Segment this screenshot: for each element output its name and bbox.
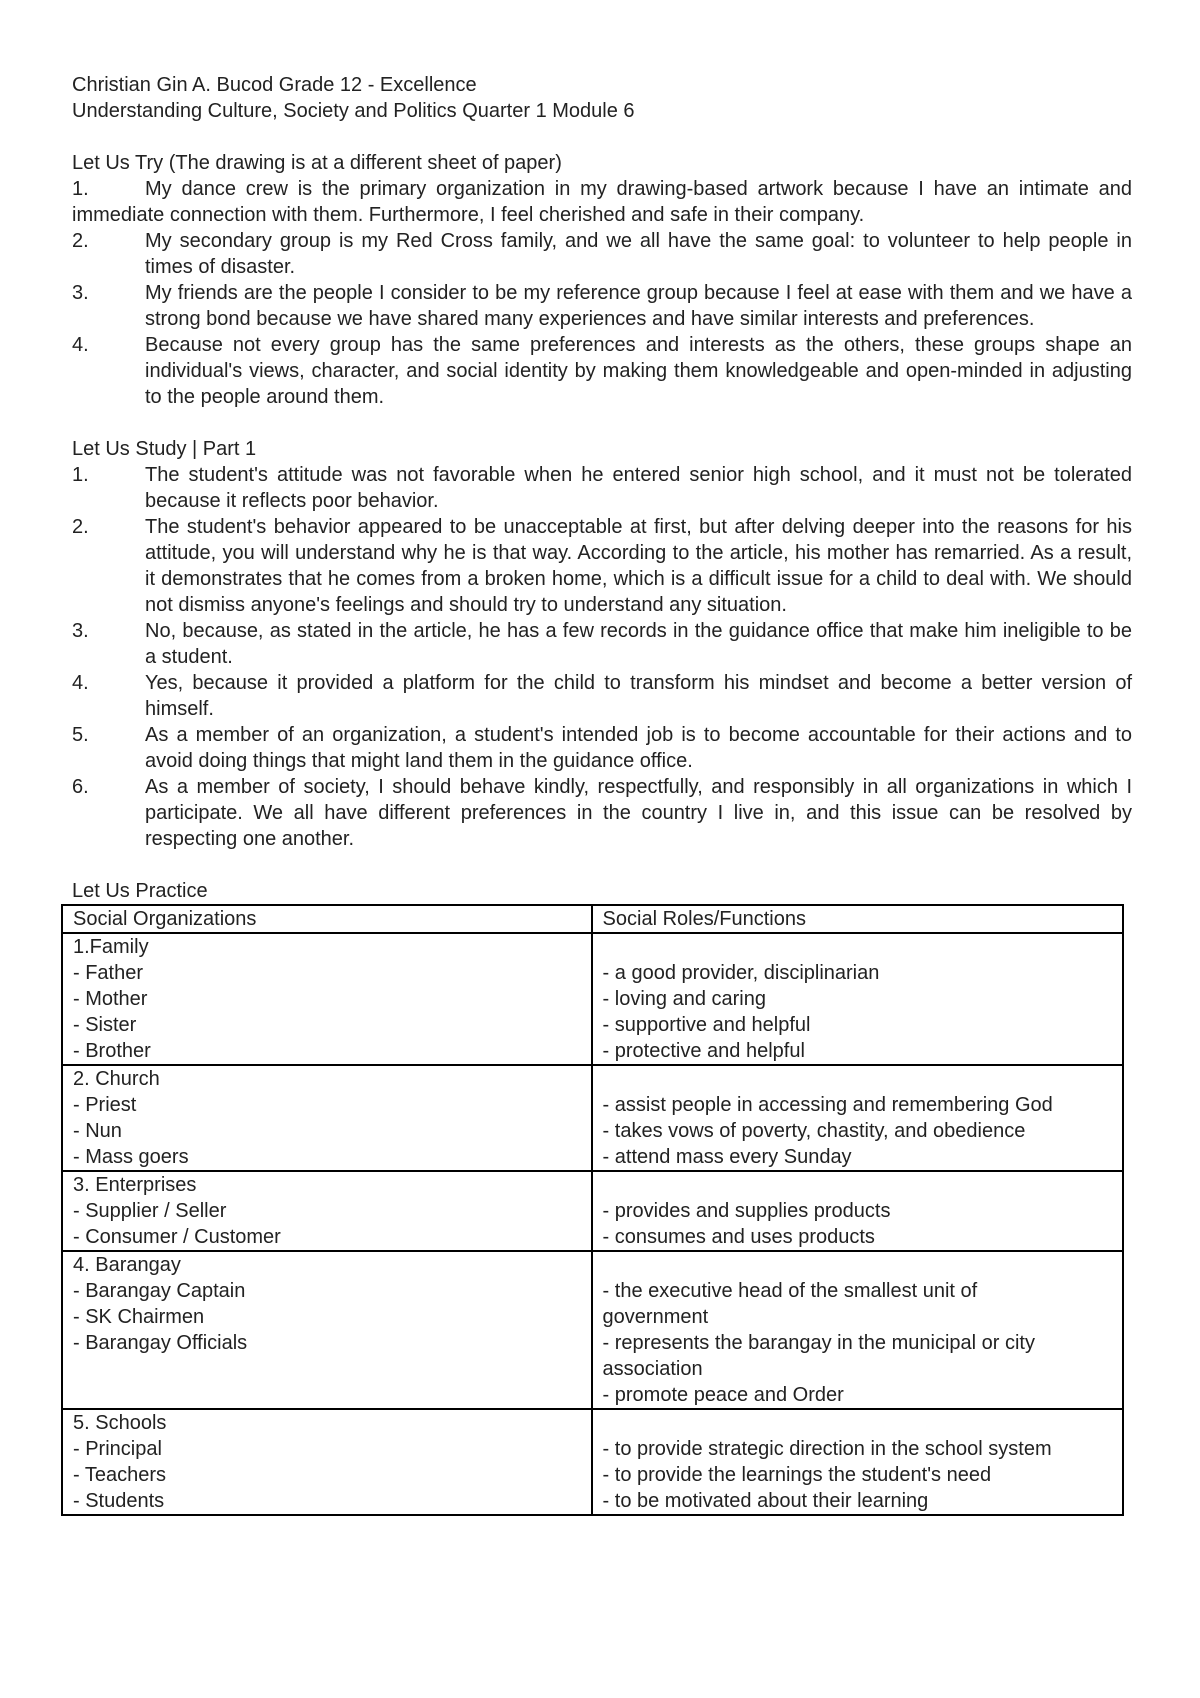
cell-line: - Nun [73, 1120, 122, 1142]
table-row [62, 1065, 1123, 1171]
org-cell [62, 1065, 592, 1171]
item-text: My dance crew is the primary organization in my drawing-based artwork because I have an intimate and immediate connection with them. Furthermore, I feel cherished and safe in their company. [72, 178, 1132, 226]
table-row [62, 933, 1123, 1065]
item-text: The student's behavior appeared to be unacceptable at first, but after delving deeper into the reasons for his attitude, you will understand why he is that way. According to the article, his mother has remarried. As a result, it demonstrates that he comes from a broken home, which is a difficult issue for a child to deal with. We should not dismiss anyone's feelings and should try to understand any situation. [145, 516, 1132, 616]
cell-line: - takes vows of poverty, chastity, and obedience [602, 1120, 1026, 1142]
list-item [72, 462, 1132, 514]
table-header-row [62, 905, 1123, 933]
list-item [72, 670, 1132, 722]
cell-line: 1.Family [73, 936, 149, 958]
cell-line: - consumes and uses products [602, 1226, 875, 1248]
document-page [72, 72, 1132, 1516]
cell-line: - to provide strategic direction in the school system [602, 1438, 1052, 1460]
item-number: 6. [72, 776, 89, 798]
item-number: 4. [72, 334, 89, 356]
list-item [72, 228, 1132, 280]
let-us-try-list [72, 176, 1132, 410]
item-text: No, because, as stated in the article, he has a few records in the guidance office that make him ineligible to be a student. [145, 620, 1132, 668]
cell-line: government [602, 1306, 709, 1328]
spacer [72, 124, 1132, 150]
column-header: Social Roles/Functions [592, 905, 1123, 933]
list-item [72, 514, 1132, 618]
cell-line: - Students [73, 1490, 165, 1512]
cell-line: - the executive head of the smallest unit of [602, 1280, 978, 1302]
item-number: 2. [72, 230, 89, 252]
item-text: My secondary group is my Red Cross family, and we all have the same goal: to volunteer to help people in times of disaster. [145, 230, 1132, 278]
item-text: Yes, because it provided a platform for the child to transform his mindset and become a better version of himself. [145, 672, 1132, 720]
table-row [62, 1171, 1123, 1251]
item-text: Because not every group has the same preferences and interests as the others, these groups shape an individual's views, character, and social identity by making them knowledgeable and open-minded in adjusting to the people around them. [145, 334, 1132, 408]
item-number: 4. [72, 672, 89, 694]
cell-line: - supportive and helpful [602, 1014, 811, 1036]
cell-line: 4. Barangay [73, 1254, 181, 1276]
cell-line: - loving and caring [602, 988, 766, 1010]
item-number: 2. [72, 516, 89, 538]
cell-line [603, 934, 1122, 960]
org-cell [62, 1251, 592, 1409]
item-text: As a member of society, I should behave kindly, respectfully, and responsibly in all organizations in which I participate. We all have different preferences in the country I live in, and this issue can be resolved by respecting one another. [145, 776, 1132, 850]
list-item [72, 774, 1132, 852]
roles-cell [592, 1065, 1123, 1171]
organizations-table [61, 904, 1124, 1516]
cell-line: - to be motivated about their learning [602, 1490, 929, 1512]
cell-line: - Consumer / Customer [73, 1226, 281, 1248]
cell-line: - Barangay Captain [73, 1280, 246, 1302]
spacer [72, 410, 1132, 436]
cell-line: - a good provider, disciplinarian [602, 962, 880, 984]
cell-line [603, 1252, 1122, 1278]
cell-line: - provides and supplies products [602, 1200, 891, 1222]
cell-line: - Brother [73, 1040, 151, 1062]
org-cell [62, 1171, 592, 1251]
cell-line: - Mother [73, 988, 148, 1010]
roles-cell [592, 1409, 1123, 1515]
list-item [72, 618, 1132, 670]
roles-cell [592, 933, 1123, 1065]
org-cell [62, 1409, 592, 1515]
cell-line [603, 1066, 1122, 1092]
table-row [62, 1251, 1123, 1409]
cell-line: - Supplier / Seller [73, 1200, 227, 1222]
item-number: 1. [72, 464, 89, 486]
cell-line: - attend mass every Sunday [602, 1146, 852, 1168]
item-text: My friends are the people I consider to be my reference group because I feel at ease with them and we have a strong bond because we have shared many experiences and have similar interests and preferences. [145, 282, 1132, 330]
cell-line: - SK Chairmen [73, 1306, 205, 1328]
cell-line: - Barangay Officials [73, 1332, 248, 1354]
list-item [72, 280, 1132, 332]
org-cell [62, 933, 592, 1065]
cell-line: - to provide the learnings the student's need [602, 1464, 992, 1486]
let-us-practice-heading: Let Us Practice [72, 880, 208, 902]
item-number: 5. [72, 724, 89, 746]
list-item [72, 332, 1132, 410]
list-item [72, 176, 1132, 228]
spacer [72, 852, 1132, 878]
name-line: Christian Gin A. Bucod Grade 12 - Excellence [72, 74, 477, 96]
cell-line: association [602, 1358, 703, 1380]
item-number: 3. [72, 282, 89, 304]
roles-cell [592, 1251, 1123, 1409]
subject-line: Understanding Culture, Society and Politics Quarter 1 Module 6 [72, 100, 635, 122]
item-number: 3. [72, 620, 89, 642]
cell-line: 3. Enterprises [73, 1174, 197, 1196]
column-header: Social Organizations [62, 905, 592, 933]
item-number: 1. [72, 178, 89, 200]
cell-line: - promote peace and Order [602, 1384, 844, 1406]
cell-line: 2. Church [73, 1068, 160, 1090]
cell-line: - assist people in accessing and remembering God [602, 1094, 1053, 1116]
cell-line: - Principal [73, 1438, 162, 1460]
item-text: The student's attitude was not favorable when he entered senior high school, and it must not be tolerated because it reflects poor behavior. [145, 464, 1132, 512]
cell-line [603, 1410, 1122, 1436]
cell-line: - Sister [73, 1014, 137, 1036]
cell-line: - represents the barangay in the municipal or city [602, 1332, 1035, 1354]
cell-line: 5. Schools [73, 1412, 167, 1434]
cell-line [603, 1172, 1122, 1198]
list-item [72, 722, 1132, 774]
cell-line: - Father [73, 962, 144, 984]
item-text: As a member of an organization, a student's intended job is to become accountable for their actions and to avoid doing things that might land them in the guidance office. [145, 724, 1132, 772]
cell-line: - Teachers [73, 1464, 167, 1486]
let-us-study-heading: Let Us Study | Part 1 [72, 438, 257, 460]
table-row [62, 1409, 1123, 1515]
let-us-study-list [72, 462, 1132, 852]
let-us-try-heading: Let Us Try (The drawing is at a different sheet of paper) [72, 152, 562, 174]
cell-line: - Priest [73, 1094, 137, 1116]
cell-line: - Mass goers [73, 1146, 189, 1168]
cell-line: - protective and helpful [602, 1040, 805, 1062]
roles-cell [592, 1171, 1123, 1251]
